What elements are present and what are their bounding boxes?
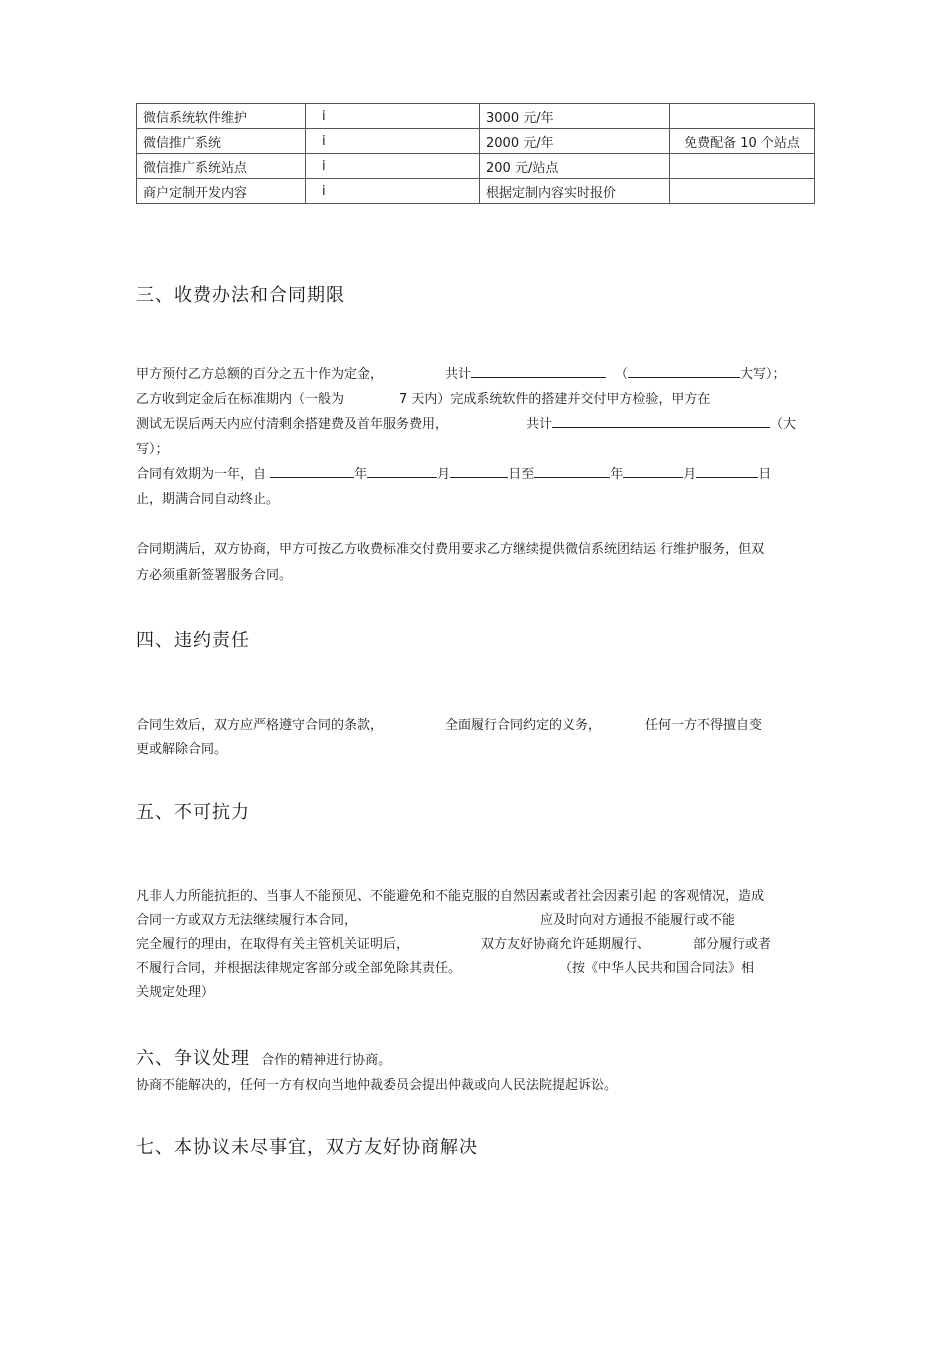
section-heading-fees: 三、收费办法和合同期限	[136, 285, 345, 306]
text-fragment: 日	[758, 467, 772, 482]
text-fragment: 月	[437, 467, 451, 482]
text-fragment: 日至	[508, 467, 535, 482]
paragraph-line: 部分履行或者	[693, 937, 772, 952]
fill-blank[interactable]	[628, 365, 740, 378]
fill-blank[interactable]	[623, 465, 683, 478]
paragraph-line: 全面履行合同约定的义务，	[445, 718, 602, 733]
table-cell: i	[306, 104, 480, 129]
table-cell: 2000 元/年	[480, 129, 670, 154]
table-cell	[670, 179, 815, 204]
table-cell: 微信推广系统	[137, 129, 306, 154]
section-heading-row	[136, 1044, 391, 1070]
section-heading-misc: 七、本协议未尽事宜，双方友好协商解决	[136, 1137, 478, 1158]
table-cell: 免费配备 10 个站点	[670, 129, 815, 154]
table-cell: 微信系统软件维护	[137, 104, 306, 129]
paragraph-line: 更或解除合同。	[136, 742, 228, 757]
table-row	[137, 179, 815, 204]
section-heading-breach: 四、违约责任	[136, 630, 250, 651]
paragraph-line: 方必须重新签署服务合同。	[136, 568, 293, 583]
fill-blank[interactable]	[471, 365, 606, 378]
table-row	[137, 104, 815, 129]
section-heading-force-majeure: 五、不可抗力	[136, 802, 250, 823]
paragraph-line: 合同一方或双方无法继续履行本合同，	[136, 913, 358, 928]
paragraph-line: 7 天内）完成系统软件的搭建并交付甲方检验，甲方在	[399, 392, 711, 407]
table-cell: i	[306, 179, 480, 204]
text-fragment: 共计	[526, 417, 553, 432]
table-cell: 根据定制内容实时报价	[480, 179, 670, 204]
paragraph-line	[445, 363, 606, 382]
paragraph-line: 测试无误后两天内应付清剩余搭建费及首年服务费用，	[136, 417, 449, 432]
table-cell: 微信推广系统站点	[137, 154, 306, 179]
paragraph-line: 甲方预付乙方总额的百分之五十作为定金，	[136, 367, 384, 382]
table-cell: 3000 元/年	[480, 104, 670, 129]
text-fragment: 月	[683, 467, 697, 482]
table-cell: i	[306, 154, 480, 179]
paragraph-line: 不履行合同，并根据法律规定客部分或全部免除其责任。	[136, 961, 462, 976]
paragraph-line: 止，期满合同自动终止。	[136, 492, 280, 507]
fill-blank[interactable]	[270, 465, 354, 478]
paragraph-line	[526, 413, 796, 432]
paragraph-line: （按《中华人民共和国合同法》相	[559, 961, 755, 976]
fill-blank[interactable]	[367, 465, 437, 478]
paragraph-line	[615, 363, 786, 382]
paragraph-line: 凡非人力所能抗拒的、当事人不能预见、不能避免和不能克服的自然因素或者社会因素引起 的客观情况，造成	[136, 889, 765, 904]
paragraph-line: 写）；	[136, 442, 169, 457]
table-cell: 200 元/站点	[480, 154, 670, 179]
text-fragment: 合同有效期为一年，自	[136, 467, 267, 482]
table-row	[137, 129, 815, 154]
fee-table	[136, 103, 815, 204]
paragraph-line: 双方友好协商允许延期履行、	[481, 937, 651, 952]
text-fragment: （大	[770, 417, 797, 432]
fill-blank[interactable]	[552, 415, 770, 428]
table-cell: 商户定制开发内容	[137, 179, 306, 204]
paragraph-line: 应及时向对方通报不能履行或不能	[540, 913, 736, 928]
section-heading-dispute: 六、争议处理	[136, 1048, 250, 1069]
paragraph-line: 合同生效后，双方应严格遵守合同的条款，	[136, 718, 384, 733]
fill-blank[interactable]	[696, 465, 758, 478]
table-cell	[670, 154, 815, 179]
text-fragment: 年	[610, 467, 624, 482]
paragraph-line: 协商不能解决的，任何一方有权向当地仲裁委员会提出仲裁或向人民法院提起诉讼。	[136, 1078, 618, 1093]
paragraph-line: 合同期满后，双方协商，甲方可按乙方收费标准交付费用要求乙方继续提供微信系统团结运 行维护服务，但双	[136, 542, 765, 557]
paragraph-line	[136, 463, 771, 482]
paragraph-line: 完全履行的理由，在取得有关主管机关证明后，	[136, 937, 410, 952]
fill-blank[interactable]	[534, 465, 610, 478]
text-fragment: （	[615, 367, 629, 382]
fill-blank[interactable]	[450, 465, 508, 478]
paragraph-line: 任何一方不得擅自变	[645, 718, 763, 733]
text-fragment: 大写）；	[740, 367, 786, 382]
table-row	[137, 154, 815, 179]
paragraph-line: 关规定处理）	[136, 985, 215, 1000]
paragraph-inline: 合作的精神进行协商。	[261, 1053, 392, 1068]
text-fragment: 共计	[445, 367, 472, 382]
paragraph-line: 乙方收到定金后在标准期内（一般为	[136, 392, 345, 407]
table-cell: i	[306, 129, 480, 154]
table-cell	[670, 104, 815, 129]
text-fragment: 年	[354, 467, 368, 482]
